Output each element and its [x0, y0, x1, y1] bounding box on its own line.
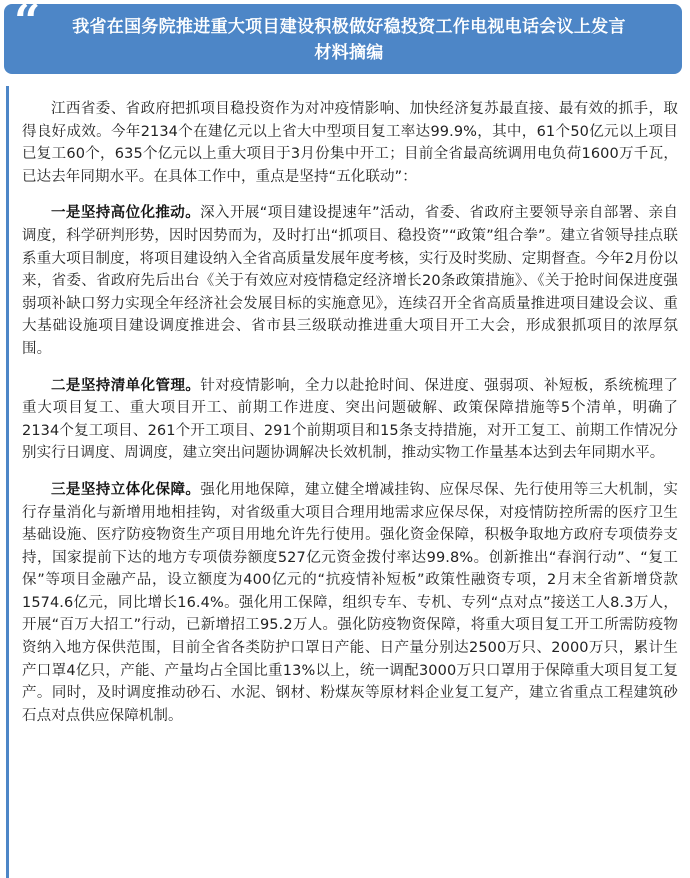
- title-line-2: 材料摘编: [314, 43, 384, 63]
- side-accent-bar: [6, 86, 9, 878]
- paragraph-point-3: [22, 479, 678, 728]
- paragraph-point-2: [22, 375, 678, 465]
- paragraph-lead: 二是坚持清单化管理。: [51, 377, 201, 394]
- page-title: [50, 14, 648, 66]
- paragraph-text: 深入开展“项目建设提速年”活动，省委、省政府主要领导亲自部署、亲自调度，科学研判形势，因时因势而为，及时打出“抓项目、稳投资”“政策”组合拳”。建立省领导挂点联系重大项目制度，将项目建设纳入全省高质量发展年度考核，实行及时奖励、定期督查。今年2月份以来，省委、省政府先后出台《关于有效应对疫情稳定经济增长20条政策措施》、《关于抢时间保进度强弱项补缺口努力实现全年经济社会发展目标的实施意见》，连续召开全省高质量推进项目建设会议、重大基础设施项目建设调度推进会、省市县三级联动推进重大项目开工大会，形成狠抓项目的浓厚氛围。: [22, 205, 678, 357]
- paragraph-lead: 三是坚持立体化保障。: [51, 481, 201, 498]
- paragraph-text: 强化用地保障，建立健全增减挂钩、应保尽保、先行使用等三大机制，实行存量消化与新增用地相挂钩，对省级重大项目合理用地需求应保尽保，对疫情防控所需的医疗卫生基础设施、医疗防疫物资生产项目用地允许先行使用。强化资金保障，积极争取地方政府专项债券支持，国家提前下达的地方专项债券额度527亿元资金拨付率达99.8%。创新推出“春润行动”、“复工保”等项目金融产品，设立额度为400亿元的“抗疫情补短板”政策性融资专项，2月末全省新增贷款1574.6亿元，同比增长16.4%。强化用工保障，组织专车、专机、专列“点对点”接送工人8.3万人，开展“百万大招工”行动，已新增招工95.2万人。强化防疫物资保障，将重大项目复工开工所需防疫物资纳入地方保供范围，目前全省各类防护口罩日产能、日产量分别达2500万只、2000万只，累计生产口罩4亿只，产能、产量均占全国比重13%以上，统一调配3000万只口罩用于保障重大项目复工复产。同时，及时调度推动砂石、水泥、钢材、粉煤灰等原材料企业复工复产，建立省重点工程建筑砂石点对点供应保障机制。: [22, 481, 679, 724]
- quote-mark-icon: “: [14, 0, 41, 48]
- article-body: [22, 98, 678, 741]
- paragraph-intro: [22, 98, 678, 188]
- paragraph-point-1: [22, 202, 678, 360]
- paragraph-text: 江西省委、省政府把抓项目稳投资作为对冲疫情影响、加快经济复苏最直接、最有效的抓手，取得良好成效。今年2134个在建亿元以上省大中型项目复工率达99.9%，其中，61个50亿元以上项目已复工60个，635个亿元以上重大项目于3月份集中开工；目前全省最高统调用电负荷1600万千瓦，已达去年同期水平。在具体工作中，重点是坚持“五化联动”：: [22, 101, 678, 185]
- paragraph-text: 针对疫情影响，全力以赴抢时间、保进度、强弱项、补短板，系统梳理了重大项目复工、重大项目开工、前期工作进度、突出问题破解、政策保障措施等5个清单，明确了2134个复工项目、261个开工项目、291个前期项目和15条支持措施，对开工复工、前期工作情况分别实行日调度、周调度，建立突出问题协调解决长效机制，推动实物工作量基本达到去年同期水平。: [22, 377, 679, 462]
- title-line-1: 我省在国务院推进重大项目建设积极做好稳投资工作电视电话会议上发言: [72, 17, 626, 37]
- paragraph-lead: 一是坚持高位化推动。: [51, 205, 201, 222]
- title-banner: [4, 0, 682, 74]
